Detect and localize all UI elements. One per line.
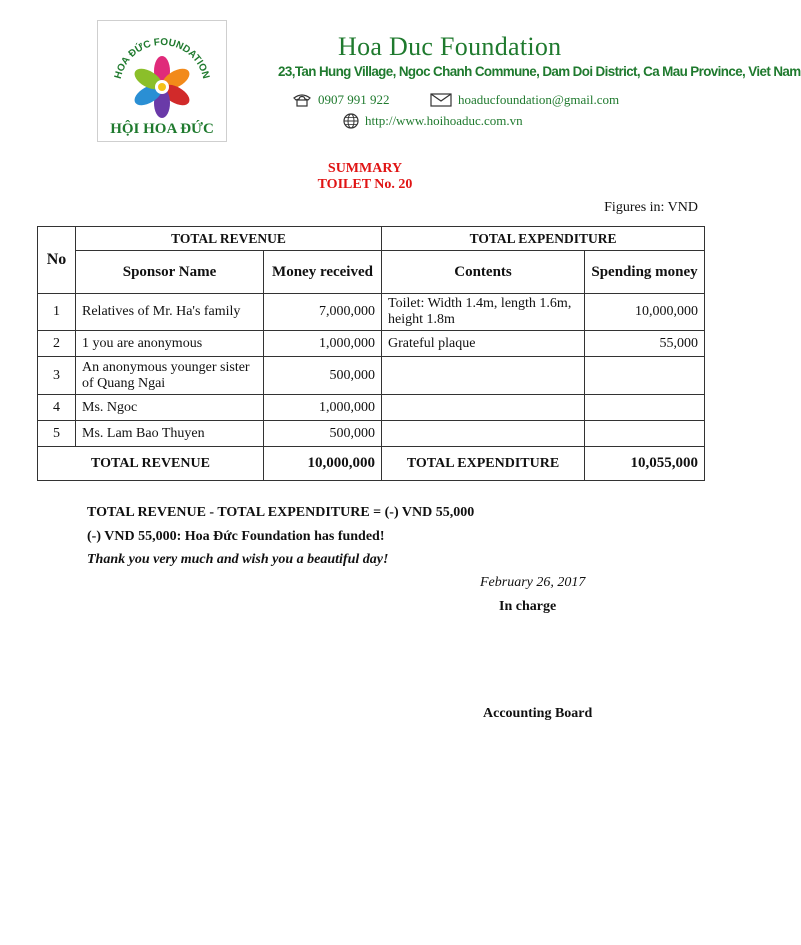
logo-arc-text: HOA ĐỨC FOUNDATION [112,36,212,81]
row-contents [382,395,585,421]
org-name: Hoa Duc Foundation [338,32,562,61]
col-header-contents: Contents [382,251,585,294]
row-money: 7,000,000 [264,294,382,331]
total-revenue-value: 10,000,000 [264,447,382,481]
row-sponsor: Ms. Lam Bao Thuyen [76,421,264,447]
email-address[interactable]: hoaducfoundation@gmail.com [458,92,620,107]
row-contents [382,421,585,447]
in-charge-label: In charge [499,599,557,614]
group-header-revenue: TOTAL REVENUE [76,227,382,251]
table-row [38,294,705,331]
row-sponsor: An anonymous younger sister of Quang Ngai [76,357,264,395]
lotus-flower-icon [98,21,226,141]
row-no: 1 [38,294,76,331]
row-money: 1,000,000 [264,395,382,421]
website-link[interactable]: http://www.hoihoaduc.com.vn [365,113,523,128]
funded-line: (-) VND 55,000: Hoa Đức Foundation has funded! [87,529,385,544]
document-date: February 26, 2017 [480,575,586,590]
envelope-icon [430,93,452,107]
total-expenditure-value: 10,055,000 [585,447,705,481]
row-no: 5 [38,421,76,447]
row-spending: 10,000,000 [585,294,705,331]
globe-icon [343,113,359,129]
totals-row [38,447,705,481]
balance-line: TOTAL REVENUE - TOTAL EXPENDITURE = (-) VND 55,000 [87,505,475,520]
thanks-line: Thank you very much and wish you a beautiful day! [87,552,389,567]
phone-number: 0907 991 922 [318,92,390,107]
row-no: 4 [38,395,76,421]
row-money: 1,000,000 [264,331,382,357]
logo-bottom-text: HỘI HOA ĐỨC [110,121,214,137]
row-no: 2 [38,331,76,357]
table-row [38,331,705,357]
toilet-subtitle: TOILET No. 20 [317,177,413,192]
row-money: 500,000 [264,421,382,447]
summary-table [37,226,705,481]
phone-icon [292,93,312,107]
row-no: 3 [38,357,76,395]
signatory-label: Accounting Board [483,706,593,721]
table-row [38,357,705,395]
group-header-expenditure: TOTAL EXPENDITURE [382,227,705,251]
table-header-columns [38,251,705,294]
col-header-sponsor: Sponsor Name [76,251,264,294]
org-address: 23,Tan Hung Village, Ngoc Chanh Commune, Dam Doi District, Ca Mau Province, Viet Nam [278,64,801,79]
email-contact [430,92,619,108]
website-contact [343,113,523,129]
foundation-logo [97,20,227,142]
table-header-groups [38,227,705,251]
row-sponsor: 1 you are anonymous [76,331,264,357]
row-sponsor: Ms. Ngoc [76,395,264,421]
phone-contact [292,92,390,108]
row-sponsor: Relatives of Mr. Ha's family [76,294,264,331]
row-contents [382,357,585,395]
summary-title: SUMMARY [327,161,403,176]
table-row [38,395,705,421]
row-contents: Grateful plaque [382,331,585,357]
row-spending [585,421,705,447]
col-header-no: No [38,227,76,294]
col-header-money: Money received [264,251,382,294]
table-row [38,421,705,447]
col-header-spending: Spending money [585,251,705,294]
total-revenue-label: TOTAL REVENUE [38,447,264,481]
total-expenditure-label: TOTAL EXPENDITURE [382,447,585,481]
row-spending [585,357,705,395]
row-spending [585,395,705,421]
row-spending: 55,000 [585,331,705,357]
currency-note: Figures in: VND [604,200,698,215]
row-money: 500,000 [264,357,382,395]
row-contents: Toilet: Width 1.4m, length 1.6m, height 1.8m [382,294,585,331]
